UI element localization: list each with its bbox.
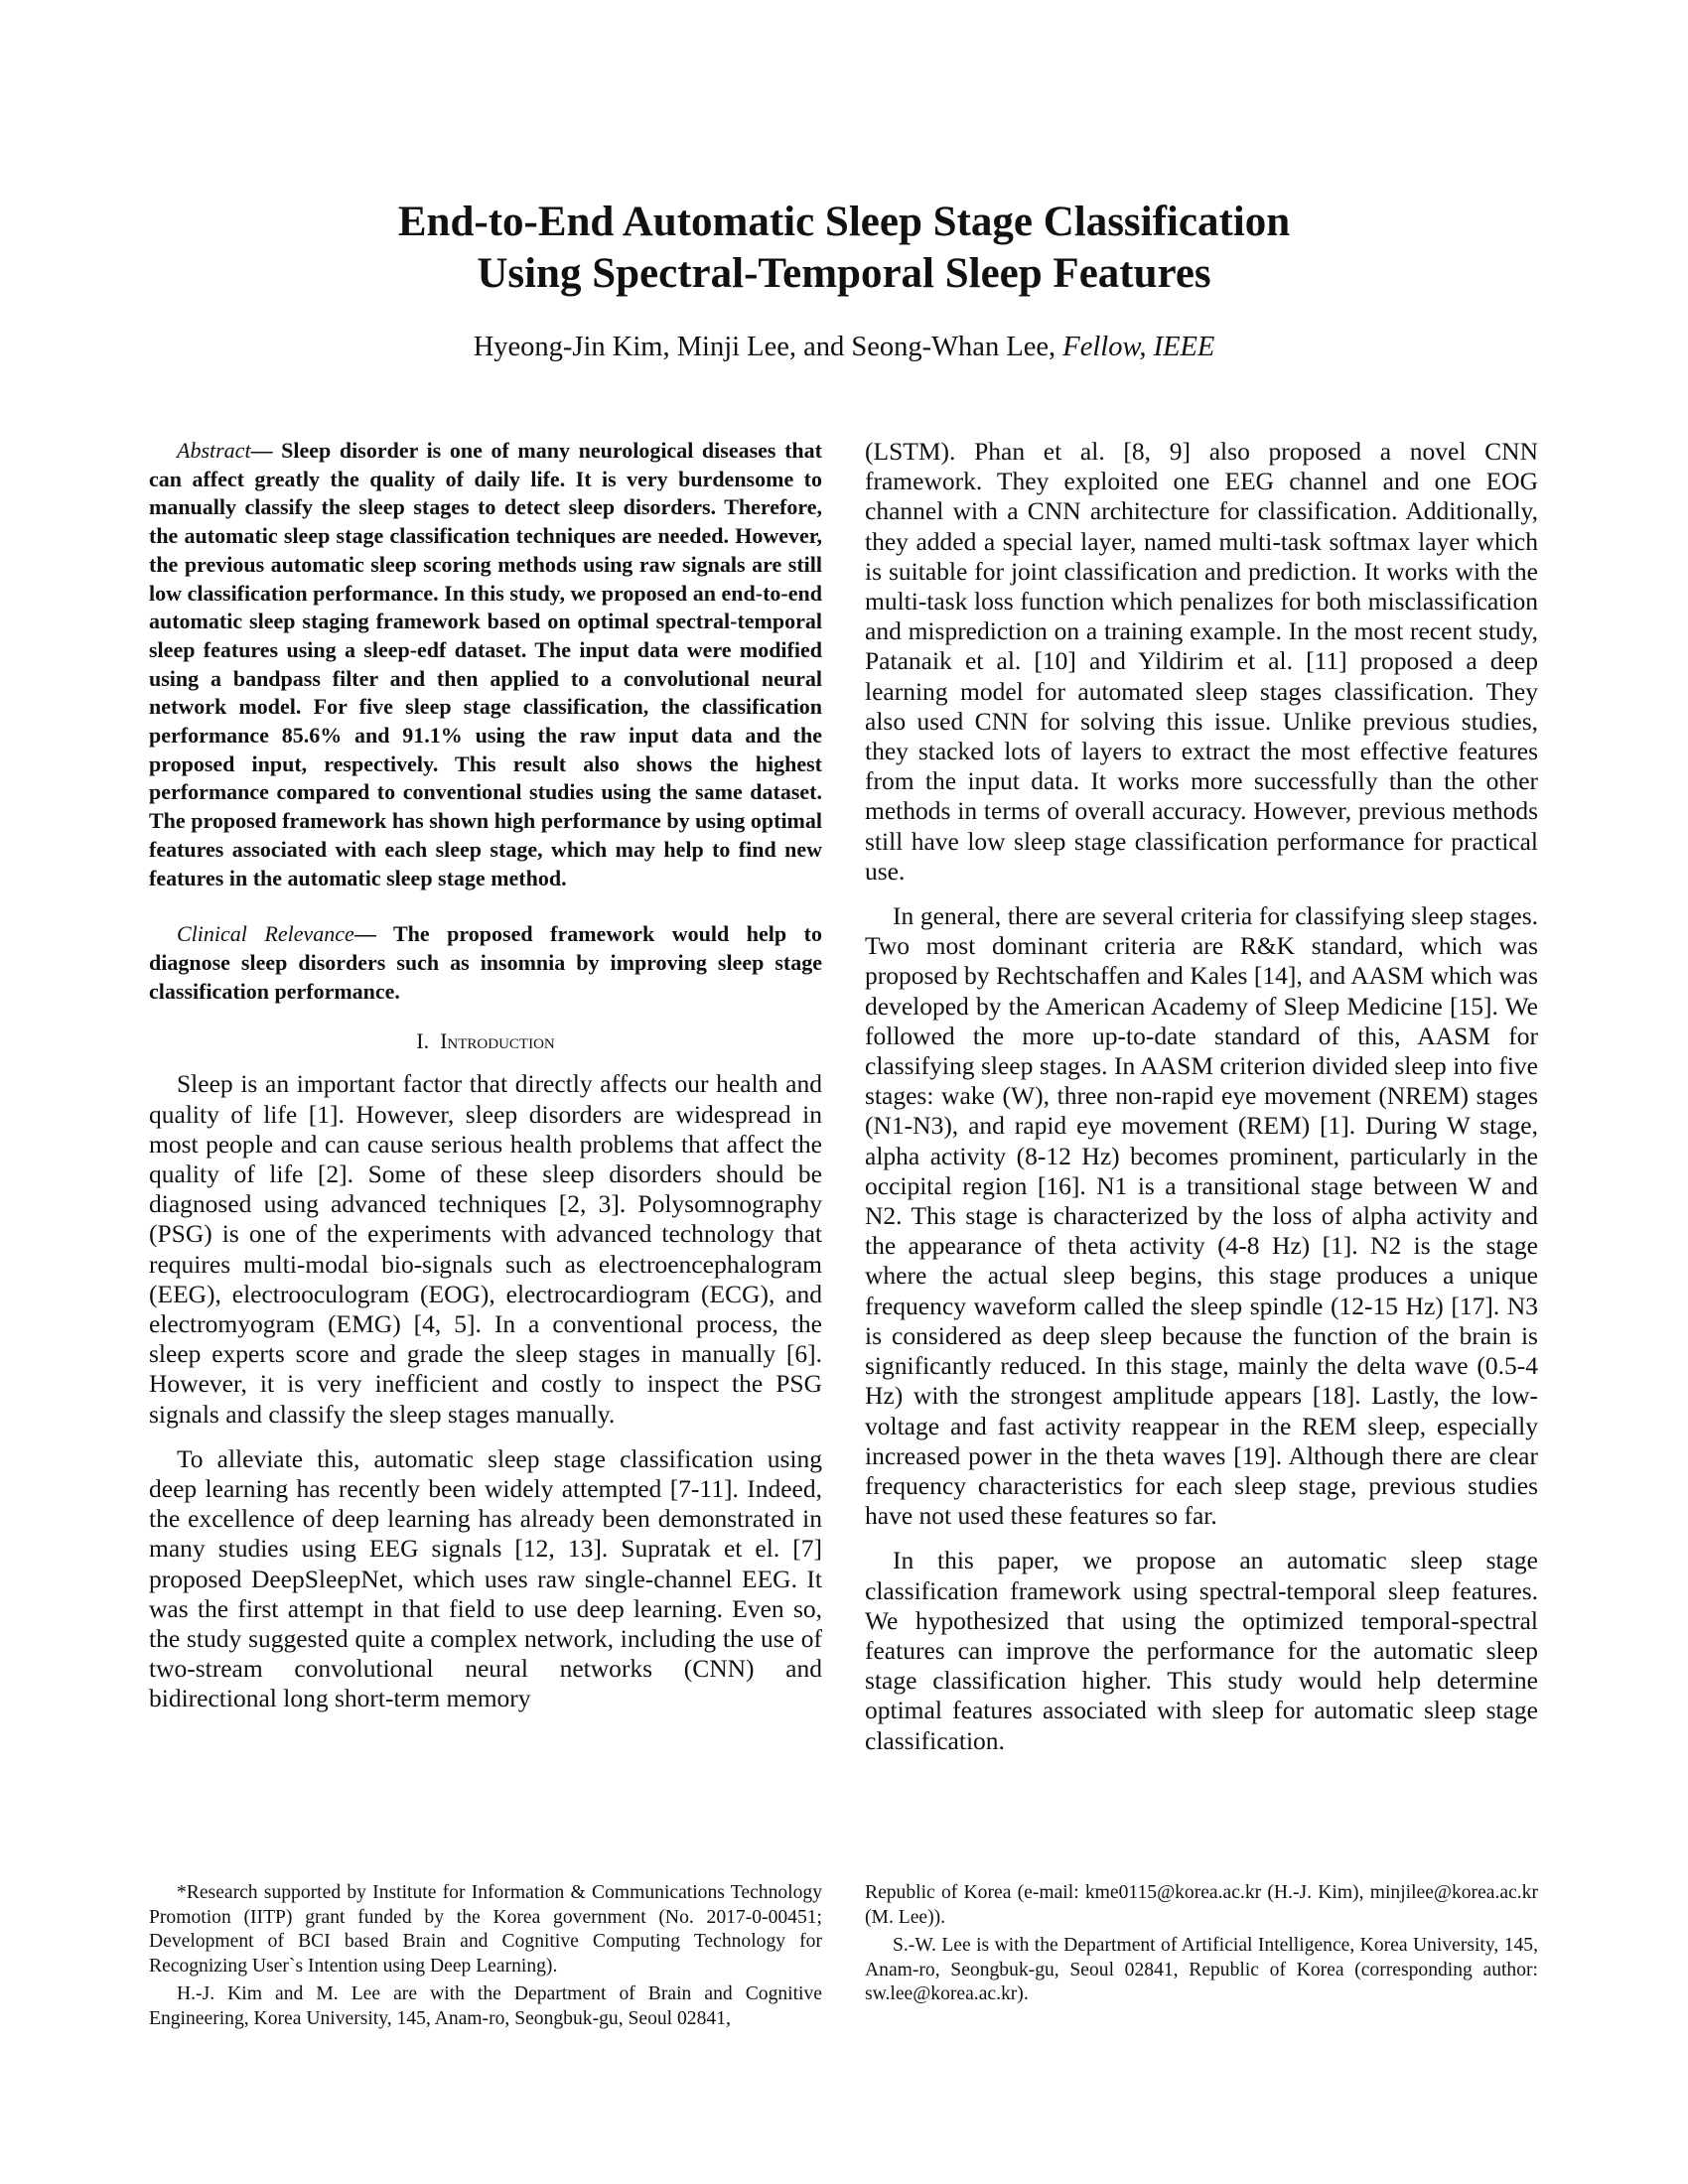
footnote-funding: *Research supported by Institute for Information & Communications Technology Promotion (IITP) grant funded by the Korea government (No. 2017-0-00451; Development of BCI based Brain and Cognitive Computing Technology for Recognizing User`s Intention using Deep Learning).	[149, 1882, 822, 1977]
clinical-label: Clinical Relevance	[177, 921, 354, 947]
author-names: Hyeong-Jin Kim, Minji Lee, and Seong-Whan Lee,	[473, 332, 1063, 362]
clinical-relevance	[149, 920, 822, 1006]
section-number: I.	[416, 1028, 430, 1054]
title-line-2: Using Spectral-Temporal Sleep Features	[477, 250, 1211, 297]
footnote-affiliation-1: H.-J. Kim and M. Lee are with the Department of Brain and Cognitive Engineering, Korea University, 145, Anam-ro, Seongbuk-gu, Seoul 02841,	[149, 1983, 822, 2029]
footnote-affiliation-2: S.-W. Lee is with the Department of Artificial Intelligence, Korea University, 145, Anam-ro, Seongbuk-gu, Seoul 02841, Republic of Korea (corresponding author: sw.lee@korea.ac.kr).	[865, 1935, 1538, 2005]
author-fellow: Fellow, IEEE	[1062, 332, 1215, 362]
footnotes-right	[865, 1881, 1538, 2007]
section-heading-introduction	[149, 1027, 822, 1055]
intro-paragraph-1: Sleep is an important factor that directly affects our health and quality of life [1]. However, sleep disorders are widespread in most people and can cause serious health problems that affect the quality of life [2]. Some of these sleep disorders should be diagnosed using advanced techniques [2, 3]. Polysomnography (PSG) is one of the experiments with advanced technology that requires multi-modal bio-signals such as electroencephalogram (EEG), electrooculogram (EOG), electrocardiogram (ECG), and electromyogram (EMG) [4, 5]. In a conventional process, the sleep experts score and grade the sleep stages in manually [6]. However, it is very inefficient and costly to inspect the PSG signals and classify the sleep stages manually.	[149, 1069, 822, 1429]
abstract-label: Abstract	[177, 438, 251, 463]
section-title: Introduction	[440, 1028, 555, 1054]
title-line-1: End-to-End Automatic Sleep Stage Classification	[397, 199, 1291, 245]
author-list	[0, 330, 1688, 365]
footnotes-left	[149, 1881, 822, 2032]
intro-paragraph-2-continued: (LSTM). Phan et al. [8, 9] also proposed a novel CNN framework. They exploited one EEG channel and one EOG channel with a CNN architecture for classification. Additionally, they added a special layer, named multi-task softmax layer which is suitable for joint classification and prediction. It works with the multi-task loss function which penalizes for both misclassification and misprediction on a training example. In the most recent study, Patanaik et al. [10] and Yildirim et al. [11] proposed a deep learning model for automated sleep stages classification. They also used CNN for solving this issue. Unlike previous studies, they stacked lots of layers to extract the most effective features from the input data. It works more successfully than the other methods in terms of overall accuracy. However, previous methods still have low sleep stage classification performance for practical use.	[865, 437, 1538, 886]
left-column	[149, 437, 822, 1714]
paper-title	[0, 197, 1688, 300]
clinical-text: — The proposed framework would help to diagnose sleep disorders such as insomnia by improving sleep stage classification performance.	[149, 921, 822, 1004]
intro-paragraph-3: In general, there are several criteria for classifying sleep stages. Two most dominant criteria are R&K standard, which was proposed by Rechtschaffen and Kales [14], and AASM which was developed by the American Academy of Sleep Medicine [15]. We followed the more up-to-date standard of this, AASM for classifying sleep stages. In AASM criterion divided sleep into five stages: wake (W), three non-rapid eye movement (NREM) stages (N1-N3), and rapid eye movement (REM) [1]. During W stage, alpha activity (8-12 Hz) becomes prominent, particularly in the occipital region [16]. N1 is a transitional stage between W and N2. This stage is characterized by the loss of alpha activity and the appearance of theta activity (4-8 Hz) [1]. N2 is the stage where the actual sleep begins, this stage produces a unique frequency waveform called the sleep spindle (12-15 Hz) [17]. N3 is considered as deep sleep because the function of the brain is significantly reduced. In this stage, mainly the delta wave (0.5-4 Hz) with the strongest amplitude appears [18]. Lastly, the low-voltage and fast activity reappear in the REM sleep, especially increased power in the theta waves [19]. Although there are clear frequency characteristics for each sleep stage, previous studies have not used these features so far.	[865, 901, 1538, 1531]
abstract	[149, 437, 822, 892]
right-column	[865, 437, 1538, 1756]
intro-paragraph-4: In this paper, we propose an automatic sleep stage classification framework using spectral-temporal sleep features. We hypothesized that using the optimized temporal-spectral features can improve the performance for the automatic sleep stage classification higher. This study would help determine optimal features associated with sleep for automatic sleep stage classification.	[865, 1546, 1538, 1755]
footnote-affiliation-1-continued: Republic of Korea (e-mail: kme0115@korea.ac.kr (H.-J. Kim), minjilee@korea.ac.kr (M. Lee)).	[865, 1882, 1538, 1928]
intro-paragraph-2: To alleviate this, automatic sleep stage classification using deep learning has recently been widely attempted [7-11]. Indeed, the excellence of deep learning has already been demonstrated in many studies using EEG signals [12, 13]. Supratak et el. [7] proposed DeepSleepNet, which uses raw single-channel EEG. It was the first attempt in that field to use deep learning. Even so, the study suggested quite a complex network, including the use of two-stream convolutional neural networks (CNN) and bidirectional long short-term memory	[149, 1443, 822, 1713]
abstract-text: — Sleep disorder is one of many neurological diseases that can affect greatly the quality of daily life. It is very burdensome to manually classify the sleep stages to detect sleep disorders. Therefore, the automatic sleep stage classification techniques are needed. However, the previous automatic sleep scoring methods using raw signals are still low classification performance. In this study, we proposed an end-to-end automatic sleep staging framework based on optimal spectral-temporal sleep features using a sleep-edf dataset. The input data were modified using a bandpass filter and then applied to a convolutional neural network model. For five sleep stage classification, the classification performance 85.6% and 91.1% using the raw input data and the proposed input, respectively. This result also shows the highest performance compared to conventional studies using the same dataset. The proposed framework has shown high performance by using optimal features associated with each sleep stage, which may help to find new features in the automatic sleep stage method.	[149, 438, 822, 890]
